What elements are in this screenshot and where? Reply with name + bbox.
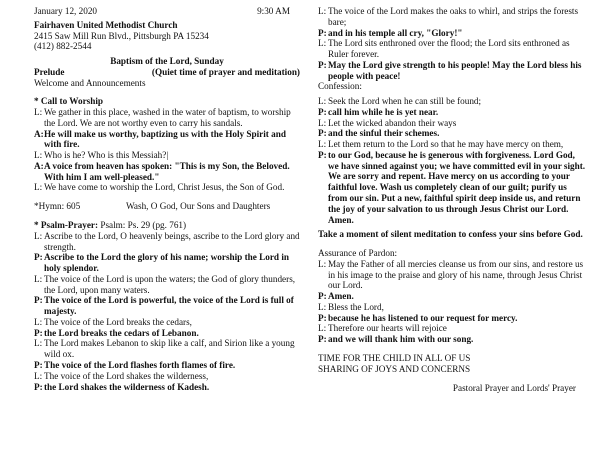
speaker-label: L: [318, 301, 327, 312]
reading-text: A voice from heaven has spoken: "This is my Son, the Beloved. With him I am well-pleased." [44, 160, 290, 182]
reading-text: The voice of the Lord is powerful, the voice of the Lord is full of majesty. [44, 295, 294, 317]
reading-text: Who is he? Who is this Messiah?| [44, 150, 169, 161]
speaker-label: L: [318, 139, 327, 150]
speaker-label: P: [318, 106, 327, 117]
speaker-label: P: [34, 252, 43, 263]
speaker-label: A: [34, 128, 44, 139]
reading-line [318, 291, 586, 302]
reading-line [318, 150, 586, 225]
right-column [318, 6, 586, 393]
speaker-label: P: [318, 27, 327, 38]
welcome: Welcome and Announcements [34, 77, 146, 88]
reading-text: We have come to worship the Lord, Christ Jesus, the Son of God. [44, 182, 285, 193]
hymn-number: *Hymn: 605 [34, 201, 81, 212]
reading-line [34, 231, 300, 253]
speaker-label: L: [34, 316, 43, 327]
reading-line [34, 371, 300, 382]
speaker-label: P: [34, 359, 43, 370]
psalm-label: * Psalm-Prayer: [34, 220, 99, 231]
reading-line [318, 302, 586, 313]
reading-text: the Lord shakes the wilderness of Kadesh. [44, 381, 210, 392]
speaker-label: L: [34, 370, 43, 381]
speaker-label: L: [318, 38, 327, 49]
service-time: 9:30 AM [257, 6, 290, 16]
reading-text: Ascribe to the Lord the glory of his name; worship the Lord in holy splendor. [44, 252, 289, 274]
speaker-label: P: [34, 327, 43, 338]
reading-text: Let the wicked abandon their ways [328, 117, 457, 128]
reading-text: Let them return to the Lord so that he may have mercy on them, [328, 139, 564, 150]
speaker-label: L: [318, 323, 327, 334]
speaker-label: L: [318, 96, 327, 107]
reading-text: Amen. [328, 291, 354, 302]
reading-text: The voice of the Lord flashes forth flames of fire. [44, 359, 236, 370]
reading-line [34, 182, 300, 193]
reading-line [318, 60, 586, 82]
child-time: TIME FOR THE CHILD IN ALL OF US [318, 352, 471, 363]
reading-line [318, 6, 586, 28]
left-column [34, 6, 300, 392]
speaker-label: P: [318, 59, 327, 70]
reading-text: because he has listened to our request for mercy. [328, 312, 518, 323]
reading-line [34, 129, 300, 151]
confession-lines [318, 96, 586, 225]
speaker-label: P: [34, 381, 43, 392]
reading-line [318, 118, 586, 129]
hymn-title: Wash, O God, Our Sons and Daughters [126, 201, 271, 212]
speaker-label: L: [34, 182, 43, 193]
confession-heading: Confession: [318, 81, 362, 92]
speaker-label: P: [318, 149, 327, 160]
reading-text: and in his temple all cry, "Glory!" [328, 27, 463, 38]
reading-line [318, 107, 586, 118]
reading-text: May the Father of all mercies cleanse us from our sins, and restore us in his image to the praise and glory of his name, through Jesus Christ our Lord. [328, 258, 584, 291]
reading-text: to our God, because he is generous with forgiveness. Lord God, we have sinned against you; we have committed evil in your sight. We are sorry and repent. Have mercy on us according to your faithful love. Wash us completely clean of our guilt; purify us from our sin. Put a new, faithful spirit deep inside us, and return the joy of your salvation to us through Jesus Christ our Lord. Amen. [328, 149, 586, 225]
reading-line [318, 28, 586, 39]
reading-line [34, 274, 300, 296]
reading-line [318, 334, 586, 345]
speaker-label: L: [34, 338, 43, 349]
reading-line [34, 150, 300, 161]
speaker-label: P: [318, 312, 327, 323]
confession-meditation: Take a moment of silent meditation to confess your sins before God. [318, 229, 583, 240]
reading-text: the Lord breaks the cedars of Lebanon. [44, 327, 199, 338]
call-to-worship-lines [34, 107, 300, 193]
prelude-note: (Quiet time of prayer and meditation) [151, 66, 300, 77]
reading-text: Seek the Lord when he can still be found; [328, 96, 482, 107]
reading-line [34, 252, 300, 274]
psalm-heading [34, 220, 300, 231]
reading-text: He will make us worthy, baptizing us with the Holy Spirit and with fire. [44, 128, 286, 150]
reading-text: The voice of the Lord makes the oaks to whirl, and strips the forests bare; [328, 6, 579, 27]
reading-line [318, 139, 586, 150]
reading-text: The voice of the Lord shakes the wilderness, [44, 370, 209, 381]
reading-text: Therefore our hearts will rejoice [328, 323, 447, 334]
prelude [34, 67, 300, 78]
church-address: 2415 Saw Mill Run Blvd., Pittsburgh PA 15234 [34, 30, 209, 41]
call-to-worship-heading: * Call to Worship [34, 96, 104, 107]
reading-text: and we will thank him with our song. [328, 334, 474, 345]
pardon-lines [318, 259, 586, 345]
date: January 12, 2020 [34, 6, 98, 16]
reading-line [318, 313, 586, 324]
reading-text: The voice of the Lord breaks the cedars, [44, 316, 192, 327]
reading-line [34, 161, 300, 183]
reading-line [318, 323, 586, 334]
header [34, 6, 300, 17]
church-name: Fairhaven United Methodist Church [34, 19, 178, 30]
reading-line [34, 317, 300, 328]
reading-line [34, 295, 300, 317]
speaker-label: P: [34, 295, 43, 306]
reading-line [318, 128, 586, 139]
speaker-label: L: [318, 6, 327, 16]
speaker-label: L: [318, 258, 327, 269]
reading-text: The Lord sits enthroned over the flood; the Lord sits enthroned as Ruler forever. [328, 38, 570, 60]
reading-line [34, 338, 300, 360]
speaker-label: L: [34, 150, 43, 161]
speaker-label: L: [318, 117, 327, 128]
reading-text: We gather in this place, washed in the water of baptism, to worship the Lord. We are not worthy even to carry his sandals. [44, 107, 291, 128]
reading-line [318, 38, 586, 60]
pardon-heading: Assurance of Pardon: [318, 248, 398, 259]
psalm-lines [34, 231, 300, 392]
reading-text: call him while he is yet near. [328, 106, 439, 117]
reading-text: May the Lord give strength to his people! May the Lord bless his people with peace! [328, 59, 582, 81]
speaker-label: A: [34, 160, 44, 171]
reading-line [318, 259, 586, 291]
speaker-label: L: [34, 230, 43, 241]
prelude-label: Prelude [34, 66, 65, 77]
reading-text: The voice of the Lord is upon the waters; the God of glory thunders, the Lord, upon many waters. [44, 273, 296, 295]
hymn [34, 201, 300, 212]
service-title: Baptism of the Lord, Sunday [110, 56, 224, 67]
reading-line [318, 96, 586, 107]
reading-line [34, 382, 300, 393]
reading-text: and the sinful their schemes. [328, 128, 440, 139]
reading-line [34, 107, 300, 129]
speaker-label: P: [318, 334, 327, 345]
psalm-reference: Psalm: Ps. 29 (pg. 761) [100, 220, 187, 231]
psalm-continued-lines [318, 6, 586, 81]
speaker-label: L: [34, 273, 43, 284]
reading-line [34, 360, 300, 371]
sharing-joys: SHARING OF JOYS AND CONCERNS [318, 363, 471, 374]
reading-text: Ascribe to the Lord, O heavenly beings, ascribe to the Lord glory and strength. [44, 230, 300, 252]
reading-text: The Lord makes Lebanon to skip like a calf, and Sirion like a young wild ox. [44, 338, 295, 360]
speaker-label: P: [318, 128, 327, 139]
church-phone: (412) 882-2544 [34, 41, 92, 52]
reading-text: Bless the Lord, [328, 301, 384, 312]
speaker-label: L: [34, 107, 43, 118]
pastoral-prayer: Pastoral Prayer and Lords' Prayer [452, 382, 576, 393]
reading-line [34, 328, 300, 339]
speaker-label: P: [318, 291, 327, 302]
